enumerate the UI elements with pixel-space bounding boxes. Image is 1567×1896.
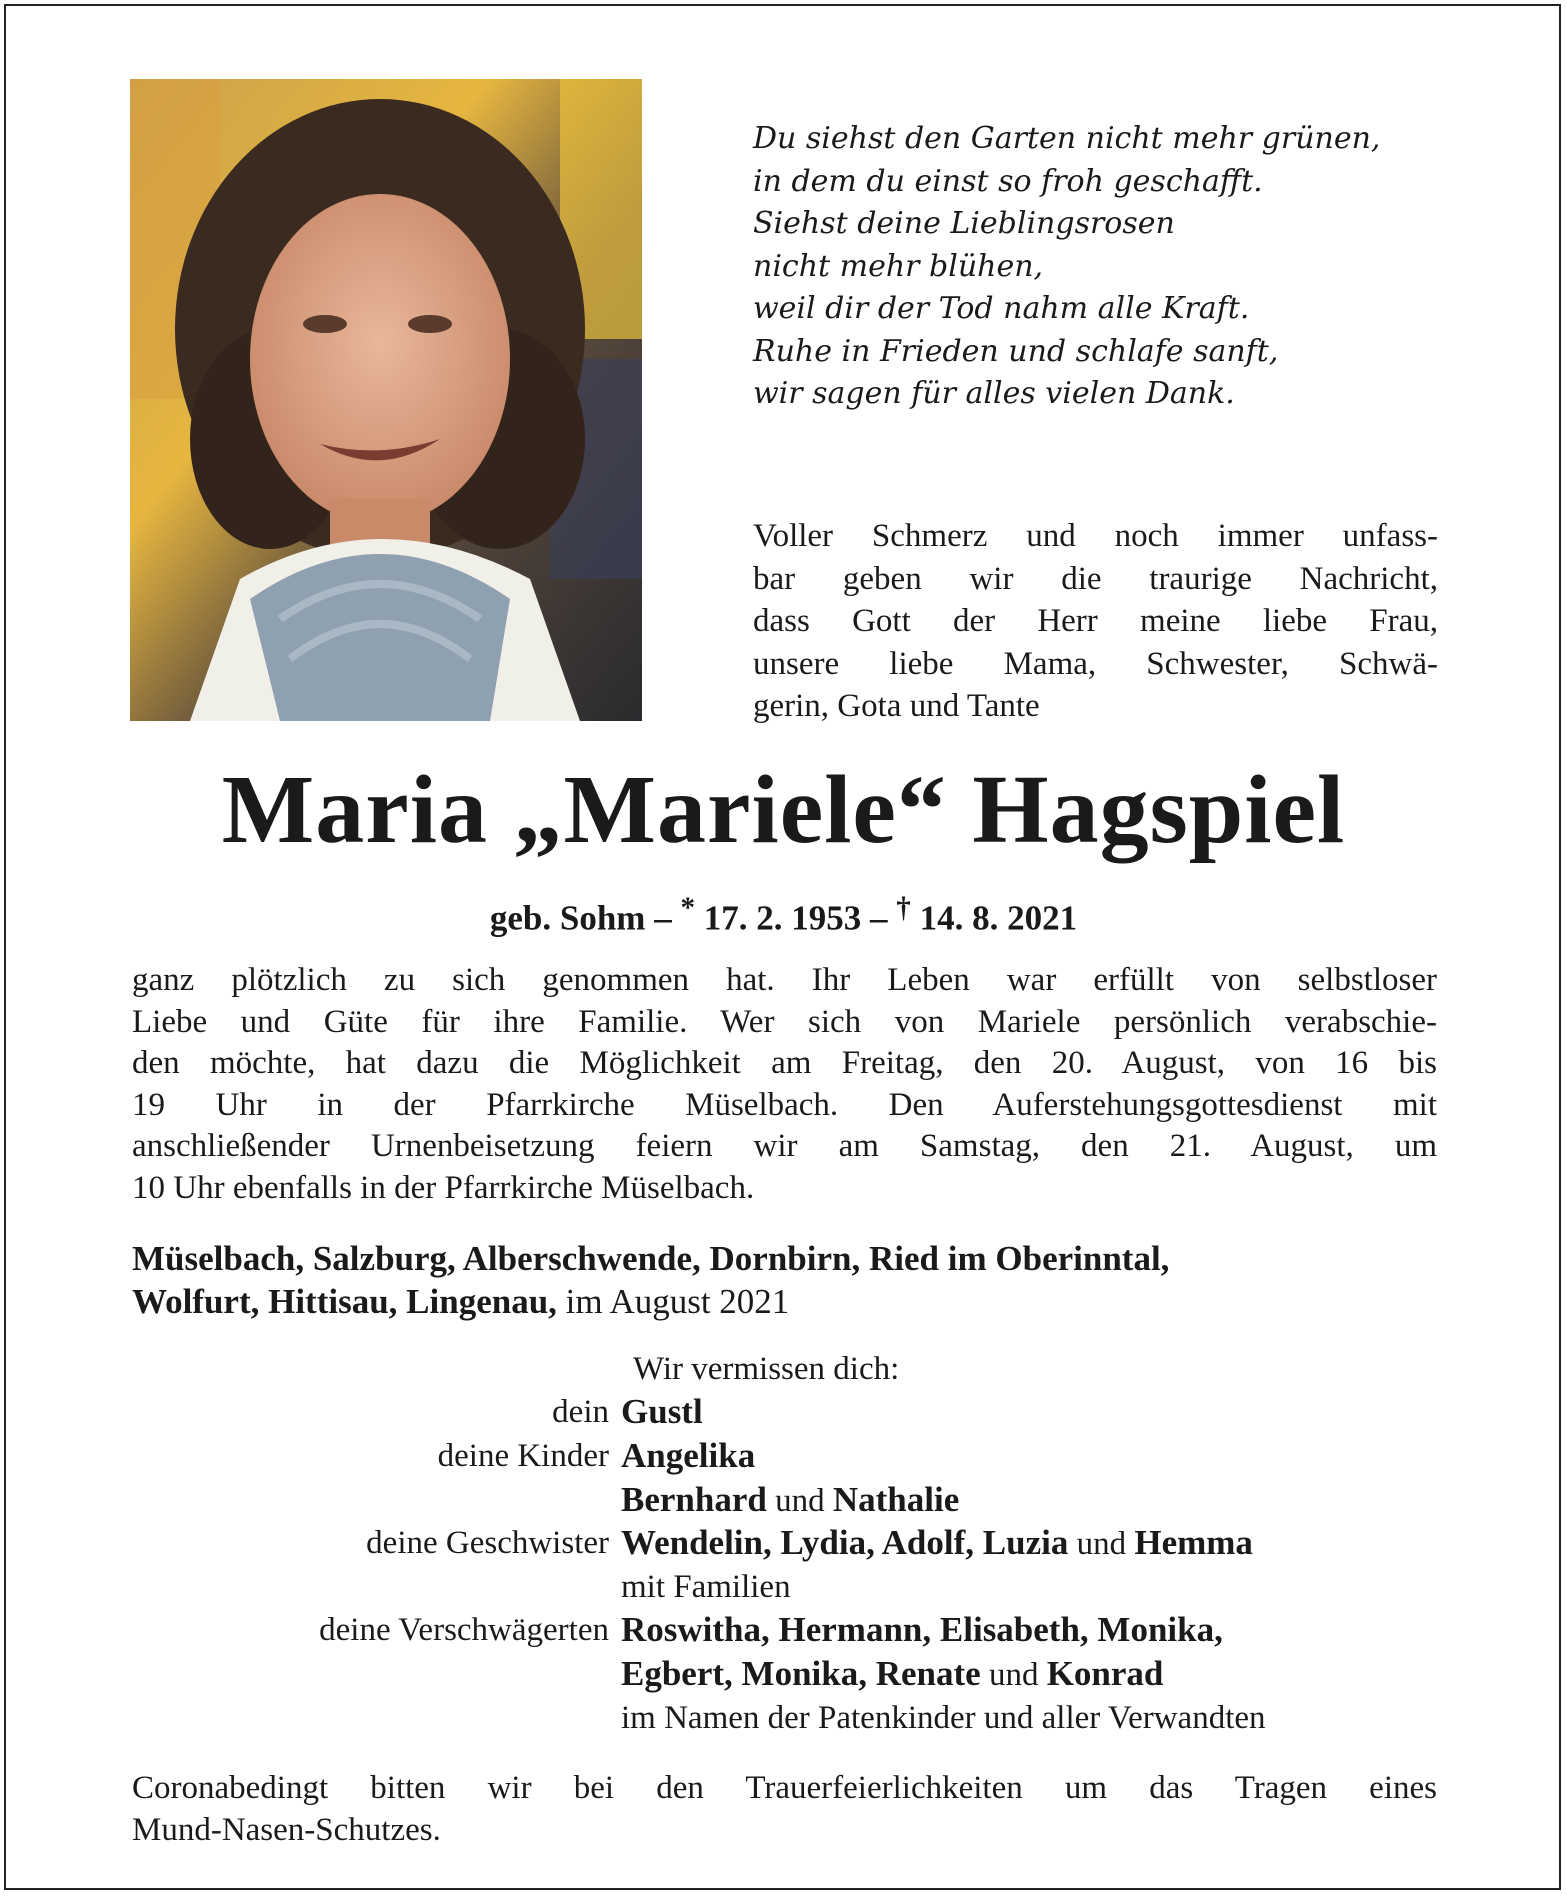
relation-label <box>132 1653 621 1697</box>
family-names: Angelika <box>621 1435 756 1475</box>
intro-line: unsere liebe Mama, Schwester, Schwä- <box>753 645 1438 682</box>
family-row <box>132 1609 1437 1653</box>
places-bold: Müselbach, Salzburg, Alberschwende, Dornbirn, Ried im Oberinntal, <box>132 1239 1170 1278</box>
relation-label <box>132 1566 621 1609</box>
family-row <box>132 1697 1437 1740</box>
family-names: Konrad <box>1046 1653 1164 1693</box>
family-names: Nathalie <box>832 1479 960 1519</box>
footer-line: Mund-Nasen-Schutzes. <box>132 1811 441 1848</box>
body-line: Liebe und Güte für ihre Familie. Wer sich von Mariele persönlich verabschie- <box>132 1003 1437 1040</box>
footer-line: Coronabedingt bitten wir bei den Trauerfeierlichkeiten um das Tragen eines <box>132 1770 1437 1806</box>
family-row <box>132 1391 1437 1435</box>
family-row <box>132 1522 1437 1566</box>
body-line: anschließender Urnenbeisetzung feiern wir am Samstag, den 21. August, um <box>132 1128 1437 1164</box>
body-line: den möchte, hat dazu die Möglichkeit am Freitag, den 20. August, von 16 bis <box>132 1045 1437 1081</box>
family-row <box>132 1479 1437 1523</box>
family-names: Wendelin, Lydia, Adolf, Luzia <box>621 1523 1069 1563</box>
family-row <box>132 1653 1437 1697</box>
family-names: Roswitha, Hermann, Elisabeth, Monika, <box>621 1609 1223 1649</box>
intro-line: dass Gott der Herr meine liebe Frau, <box>753 603 1438 639</box>
relation-label: deine Verschwägerten <box>319 1611 609 1648</box>
conjunction: und <box>1068 1526 1135 1563</box>
family-note: im Namen der Patenkinder und aller Verwandten <box>621 1699 1266 1736</box>
poem-line: in dem du einst so froh geschafft. <box>753 163 1263 199</box>
footer-note <box>132 1768 1437 1851</box>
death-date: 14. 8. 2021 <box>910 898 1078 938</box>
poem-line: Ruhe in Frieden und schlafe sanft, <box>753 333 1279 369</box>
family-note: mit Familien <box>621 1569 791 1606</box>
intro-line: gerin, Gota und Tante <box>753 688 1040 724</box>
places-line <box>132 1237 1437 1323</box>
separator: – <box>645 898 681 938</box>
separator: – <box>861 898 897 938</box>
conjunction: und <box>980 1656 1047 1693</box>
life-dates <box>0 887 1567 940</box>
places-bold: Wolfurt, Hittisau, Lingenau, <box>132 1282 557 1321</box>
deceased-name: Maria „Mariele“ Hagspiel <box>221 756 1346 864</box>
intro-paragraph <box>753 515 1438 728</box>
poem-line: Du siehst den Garten nicht mehr grünen, <box>753 121 1381 156</box>
relation-label: dein <box>552 1394 609 1430</box>
family-row <box>132 1566 1437 1609</box>
poem-line: Siehst deine Lieblingsrosen <box>753 206 1175 241</box>
family-names: Hemma <box>1134 1523 1253 1563</box>
body-paragraph <box>132 960 1437 1209</box>
relation-label <box>132 1479 621 1523</box>
poem-line: nicht mehr blühen, <box>753 248 1044 284</box>
poem-line: weil dir der Tod nahm alle Kraft. <box>753 291 1250 326</box>
relation-label: deine Geschwister <box>366 1525 609 1562</box>
family-names: Bernhard <box>621 1479 767 1519</box>
intro-line: Voller Schmerz und noch immer unfass- <box>753 518 1438 554</box>
family-row <box>132 1435 1437 1479</box>
birth-name: geb. Sohm <box>489 898 646 938</box>
relation-label <box>132 1697 621 1740</box>
family-names: Egbert, Monika, Renate <box>621 1653 981 1693</box>
we-miss-you: Wir vermissen dich: <box>633 1351 900 1387</box>
body-line: 10 Uhr ebenfalls in der Pfarrkirche Müselbach. <box>132 1169 755 1206</box>
birth-date: 17. 2. 1953 <box>695 898 862 938</box>
family-list <box>132 1391 1437 1739</box>
family-names: Gustl <box>621 1392 703 1431</box>
birth-mark: * <box>680 892 696 924</box>
date-text: im August 2021 <box>556 1282 790 1321</box>
poem <box>753 118 1473 416</box>
death-mark: † <box>896 892 911 924</box>
intro-line: bar geben wir die traurige Nachricht, <box>753 560 1438 597</box>
body-line: 19 Uhr in der Pfarrkirche Müselbach. Den Auferstehungsgottesdienst mit <box>132 1086 1437 1123</box>
portrait-photo <box>130 79 642 721</box>
poem-line: wir sagen für alles vielen Dank. <box>753 376 1235 411</box>
relation-label: deine Kinder <box>437 1437 609 1474</box>
body-line: ganz plötzlich zu sich genommen hat. Ihr Leben war erfüllt von selbstloser <box>132 962 1437 998</box>
conjunction: und <box>766 1482 833 1519</box>
